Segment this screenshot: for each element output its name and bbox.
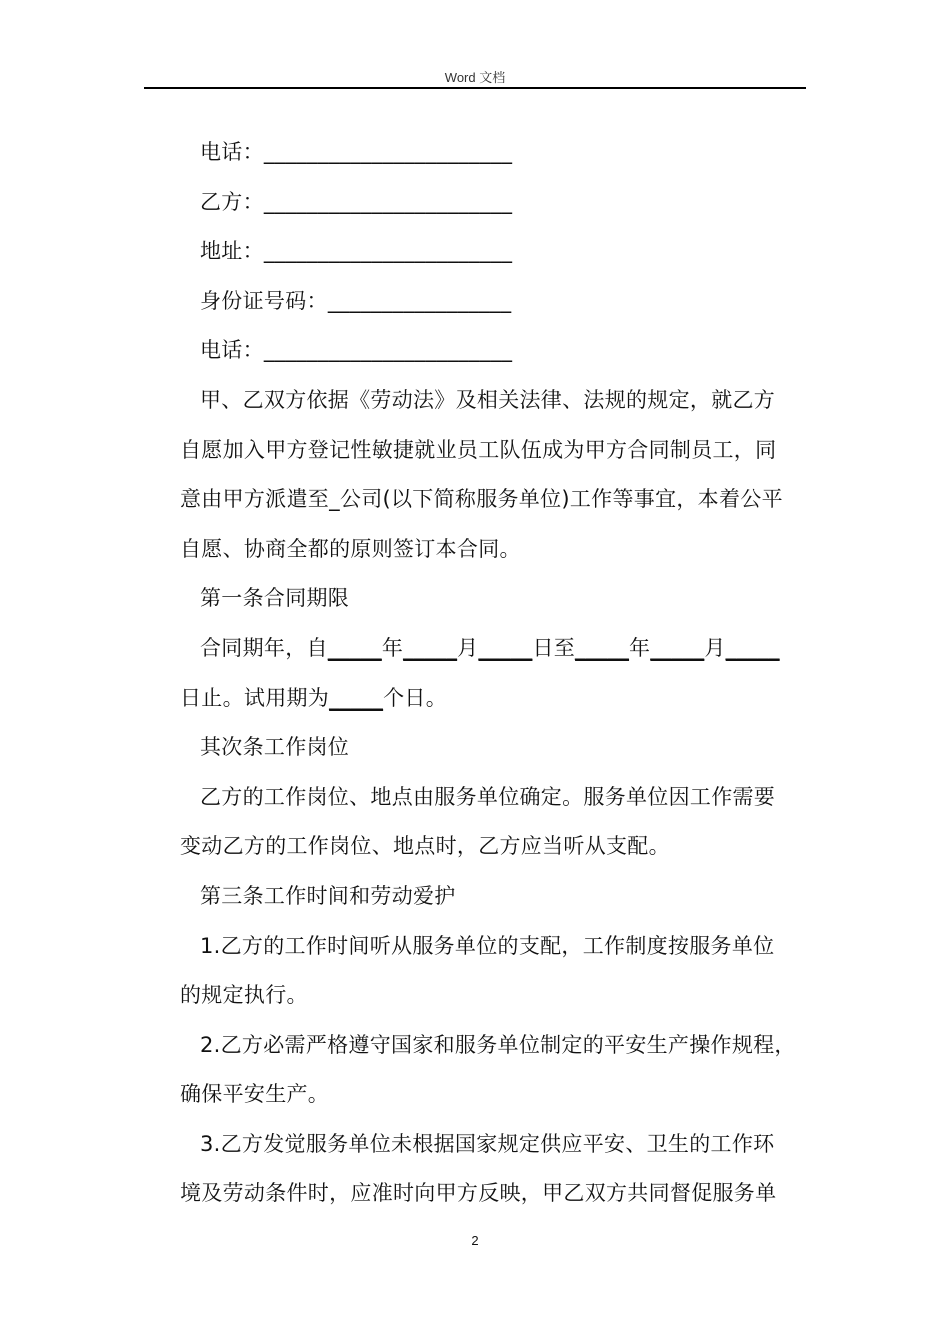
blank: _____ (650, 635, 705, 660)
text: 个日。 (383, 685, 448, 710)
article-1-line (180, 624, 804, 674)
field-id-number (180, 277, 804, 327)
text: 年 (629, 635, 651, 660)
text: 月 (704, 635, 726, 660)
preamble-line: 自愿加入甲方登记性敏捷就业员工队伍成为甲方合同制员工，同 (180, 437, 777, 462)
field-blank: _______________________ (263, 239, 513, 264)
text: 日止。试用期为 (180, 685, 330, 710)
field-phone-party-b (180, 326, 804, 376)
blank: _____ (575, 635, 630, 660)
field-party-b (180, 178, 804, 228)
field-blank: _________________ (327, 288, 512, 313)
article-2-line: 乙方的工作岗位、地点由服务单位确定。服务单位因工作需要 (200, 784, 776, 809)
text: 年 (381, 635, 404, 660)
field-phone-party-a (180, 128, 804, 178)
field-label: 电话： (200, 140, 264, 164)
text: 日至 (532, 635, 576, 660)
text: 月 (457, 635, 479, 660)
blank: _____ (403, 635, 458, 660)
field-blank: _______________________ (263, 338, 513, 363)
header-title: Word 文档 (444, 70, 506, 85)
article-3-item-3: 3.乙方发觉服务单位未根据国家规定供应平安、卫生的工作环 (200, 1131, 775, 1156)
header-divider (144, 87, 806, 89)
field-label: 乙方： (200, 189, 264, 214)
field-label: 身份证号码： (200, 288, 328, 313)
preamble-line: 意由甲方派遣至_公司(以下简称服务单位)工作等事宜，本着公平 (180, 487, 783, 512)
field-label: 地址： (200, 239, 264, 264)
preamble-line: 自愿、协商全都的原则签订本合同。 (180, 536, 521, 561)
preamble-line: 甲、乙双方依据《劳动法》及相关法律、法规的规定，就乙方 (200, 387, 776, 412)
field-address (180, 227, 804, 277)
field-blank: _______________________ (263, 140, 513, 164)
article-3-item-3-cont: 境及劳动条件时，应准时向甲方反映，甲乙双方共同督促服务单 (180, 1181, 777, 1206)
article-3-item-1: 1.乙方的工作时间听从服务单位的支配，工作制度按服务单位 (200, 933, 775, 958)
field-label: 电话： (200, 338, 264, 363)
article-3-item-2: 2.乙方必需严格遵守国家和服务单位制定的平安生产操作规程， (200, 1032, 796, 1057)
blank: _____ (329, 685, 384, 710)
blank: _____ (478, 635, 533, 660)
article-2-title: 其次条工作岗位 (200, 735, 350, 760)
article-1-title: 第一条合同期限 (200, 586, 350, 611)
document-body (180, 128, 804, 1219)
blank: _____ (725, 635, 780, 660)
article-2-line: 变动乙方的工作岗位、地点时，乙方应当听从支配。 (180, 834, 670, 859)
article-1-line (180, 674, 804, 724)
text: 合同期年，自 (200, 635, 328, 660)
article-3-item-1-cont: 的规定执行。 (180, 983, 308, 1008)
page-number: 2 (471, 1233, 479, 1248)
article-3-title: 第三条工作时间和劳动爱护 (200, 883, 456, 908)
field-blank: _______________________ (263, 189, 513, 214)
article-3-item-2-cont: 确保平安生产。 (180, 1082, 330, 1107)
blank: _____ (327, 635, 382, 660)
